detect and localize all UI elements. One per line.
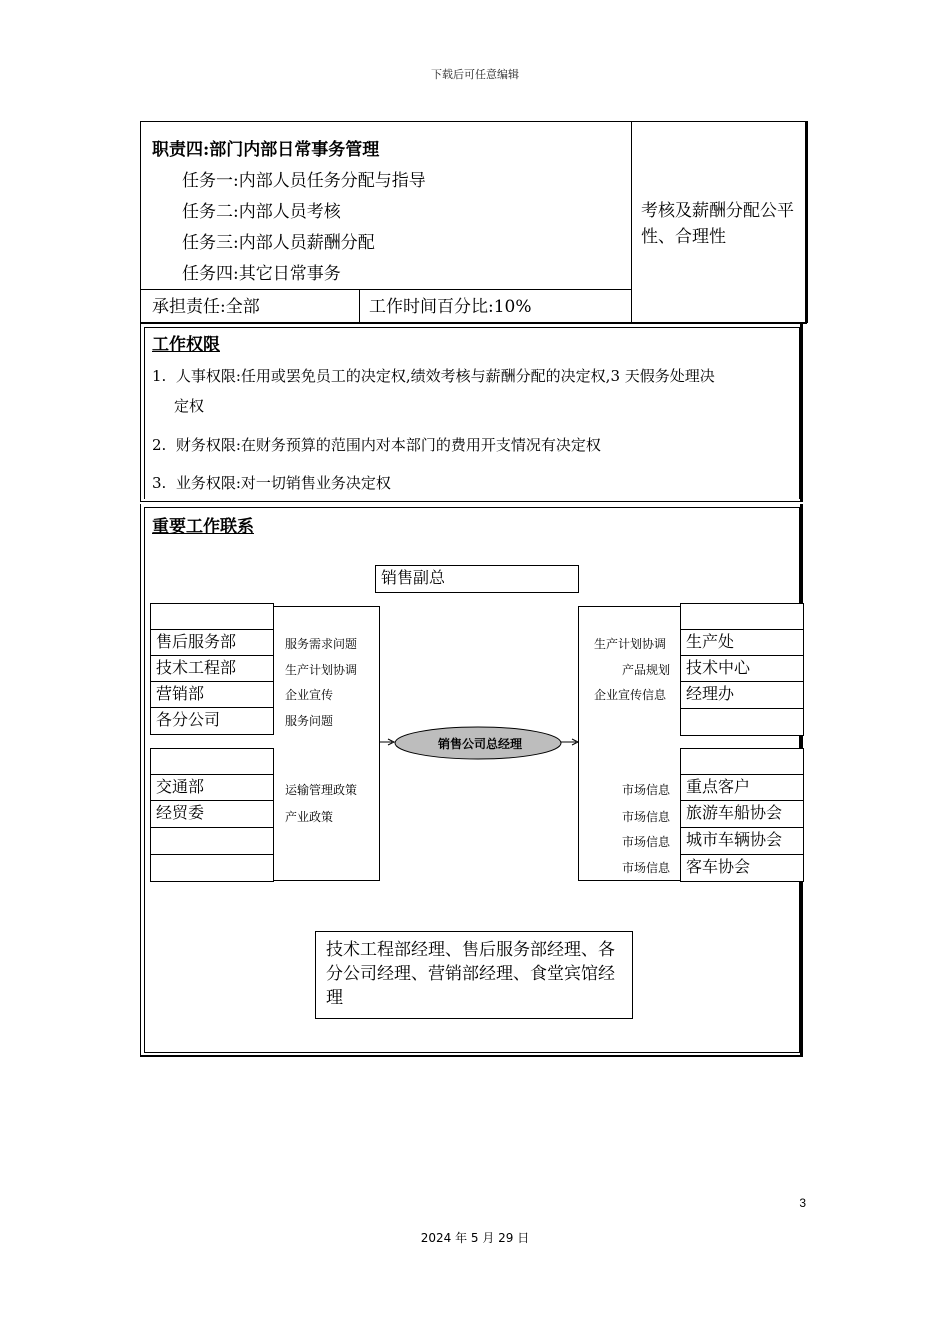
time-percent: 工作时间百分比:10%	[369, 297, 532, 317]
relation-note: 市场信息	[622, 810, 671, 824]
left-dept-box: 交通部	[150, 774, 274, 801]
left-dept-box: 售后服务部	[150, 629, 274, 656]
left-dept-box: 技术工程部	[150, 655, 274, 682]
task-item: 任务三:内部人员薪酬分配	[182, 233, 375, 253]
right-dept-box: 技术中心	[680, 655, 804, 682]
authority-item: 3. 业务权限:对一切销售业务决定权	[152, 474, 391, 492]
vp-sales-box: 销售副总	[375, 565, 579, 593]
right-dept-box: 重点客户	[680, 774, 804, 801]
evaluation-standard: 考核及薪酬分配公平性、合理性	[641, 201, 794, 247]
right-dept-box	[680, 708, 804, 736]
left-dept-box	[150, 827, 274, 855]
left-dept-box: 经贸委	[150, 800, 274, 828]
page-number: 3	[799, 1196, 806, 1210]
right-dept-box: 旅游车船协会	[680, 800, 804, 828]
relation-note: 服务需求问题	[285, 637, 358, 651]
left-dept-box	[150, 603, 274, 630]
relation-note: 服务问题	[285, 714, 334, 728]
relations-title: 重要工作联系	[152, 517, 254, 537]
authority-item-cont: 定权	[174, 397, 205, 415]
right-dept-box: 城市车辆协会	[680, 827, 804, 855]
authority-title: 工作权限	[152, 335, 220, 355]
right-dept-box	[680, 603, 804, 630]
relation-note: 企业宣传	[285, 688, 334, 702]
right-dept-box: 生产处	[680, 629, 804, 656]
duty-title: 职责四:部门内部日常事务管理	[152, 140, 380, 160]
relation-note: 企业宣传信息	[594, 688, 667, 702]
left-dept-box	[150, 854, 274, 882]
page-footer-date: 2024 年 5 月 29 日	[420, 1231, 530, 1245]
authority-item: 2. 财务权限:在财务预算的范围内对本部门的费用开支情况有决定权	[152, 436, 601, 454]
right-dept-box	[680, 748, 804, 775]
relation-note: 运输管理政策	[285, 783, 358, 797]
task-item: 任务四:其它日常事务	[182, 264, 341, 284]
responsibility: 承担责任:全部	[152, 297, 260, 317]
page-header: 下载后可任意编辑	[431, 68, 519, 81]
relation-note: 生产计划协调	[285, 663, 358, 677]
task-item: 任务二:内部人员考核	[182, 202, 341, 222]
relation-note: 市场信息	[622, 861, 671, 875]
relation-note: 市场信息	[622, 783, 671, 797]
authority-item: 1. 人事权限:任用或罢免员工的决定权,绩效考核与薪酬分配的决定权,3 天假务处理决	[152, 367, 715, 385]
relation-note: 产品规划	[622, 663, 671, 677]
general-manager-label: 销售公司总经理	[437, 737, 522, 751]
left-dept-box: 营销部	[150, 681, 274, 708]
left-dept-box: 各分公司	[150, 707, 274, 735]
right-dept-box: 经理办	[680, 681, 804, 709]
left-dept-box	[150, 748, 274, 775]
task-item: 任务一:内部人员任务分配与指导	[182, 171, 426, 191]
relation-note: 生产计划协调	[594, 637, 667, 651]
right-dept-box: 客车协会	[680, 854, 804, 882]
relation-note: 产业政策	[285, 810, 334, 824]
subordinate-managers-box: 技术工程部经理、售后服务部经理、各分公司经理、营销部经理、食堂宾馆经理	[315, 931, 633, 1019]
relation-note: 市场信息	[622, 835, 671, 849]
